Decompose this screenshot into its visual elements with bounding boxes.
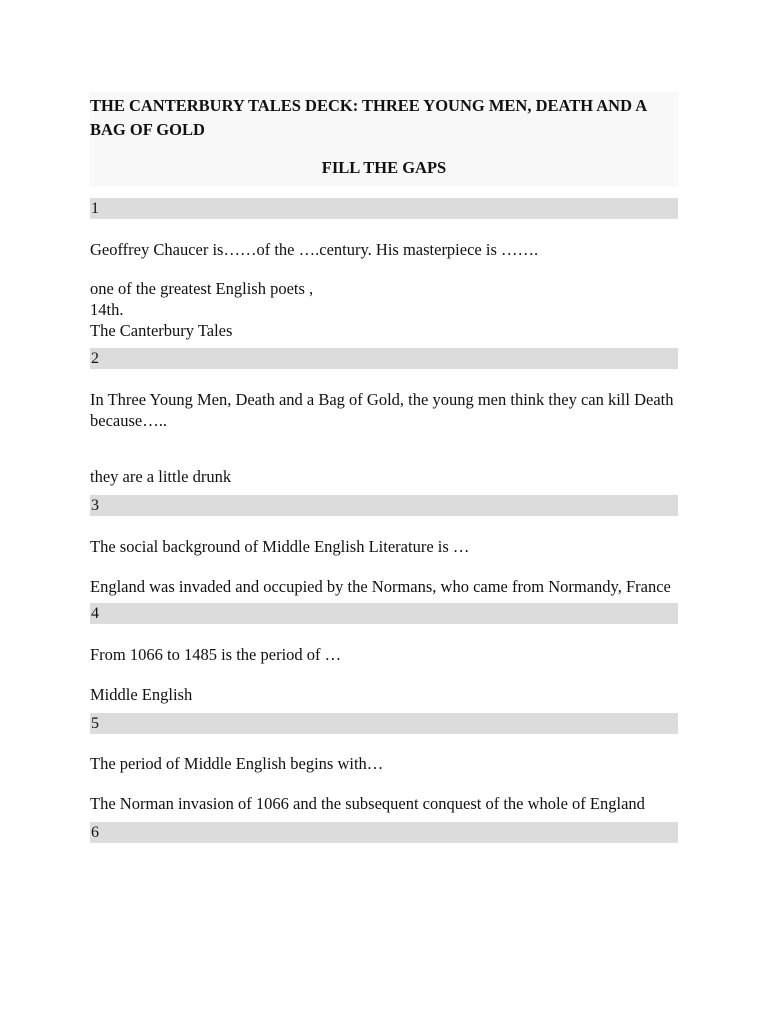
card-answer: [90, 466, 678, 487]
card-answer: [90, 793, 678, 814]
card-question: Geoffrey Chaucer is……of the ….century. His masterpiece is …….: [90, 240, 539, 259]
card-5: [90, 713, 678, 814]
document-header: [90, 92, 678, 186]
card-1: [90, 198, 678, 341]
answer-line: one of the greatest English poets ,: [90, 279, 314, 298]
card-number: 5: [90, 713, 678, 734]
card-number: 3: [90, 495, 678, 516]
card-question: The social background of Middle English Literature is …: [90, 537, 470, 556]
card-question: In Three Young Men, Death and a Bag of Gold, the young men think they can kill Death because…..: [90, 390, 674, 430]
document-page: [90, 92, 678, 843]
card-question: From 1066 to 1485 is the period of …: [90, 645, 342, 664]
answer-line: The Canterbury Tales: [90, 321, 233, 340]
card-number: 2: [90, 348, 678, 369]
document-subtitle: FILL THE GAPS: [321, 158, 447, 177]
card-6: [90, 822, 678, 843]
card-answer: [90, 576, 678, 597]
card-number: 6: [90, 822, 678, 843]
answer-line: The Norman invasion of 1066 and the subsequent conquest of the whole of England: [90, 794, 645, 813]
card-answer: [90, 684, 678, 705]
card-number: 4: [90, 603, 678, 624]
card-answer: [90, 278, 678, 341]
card-number: 1: [90, 198, 678, 219]
card-2: [90, 348, 678, 487]
answer-line: Middle English: [90, 685, 193, 704]
answer-line: 14th.: [90, 300, 124, 319]
document-title: THE CANTERBURY TALES DECK: THREE YOUNG MEN, DEATH AND A BAG OF GOLD: [90, 96, 647, 139]
card-4: [90, 603, 678, 705]
card-question: The period of Middle English begins with…: [90, 754, 384, 773]
answer-line: England was invaded and occupied by the Normans, who came from Normandy, France: [90, 577, 671, 596]
answer-line: they are a little drunk: [90, 467, 232, 486]
card-3: [90, 495, 678, 597]
